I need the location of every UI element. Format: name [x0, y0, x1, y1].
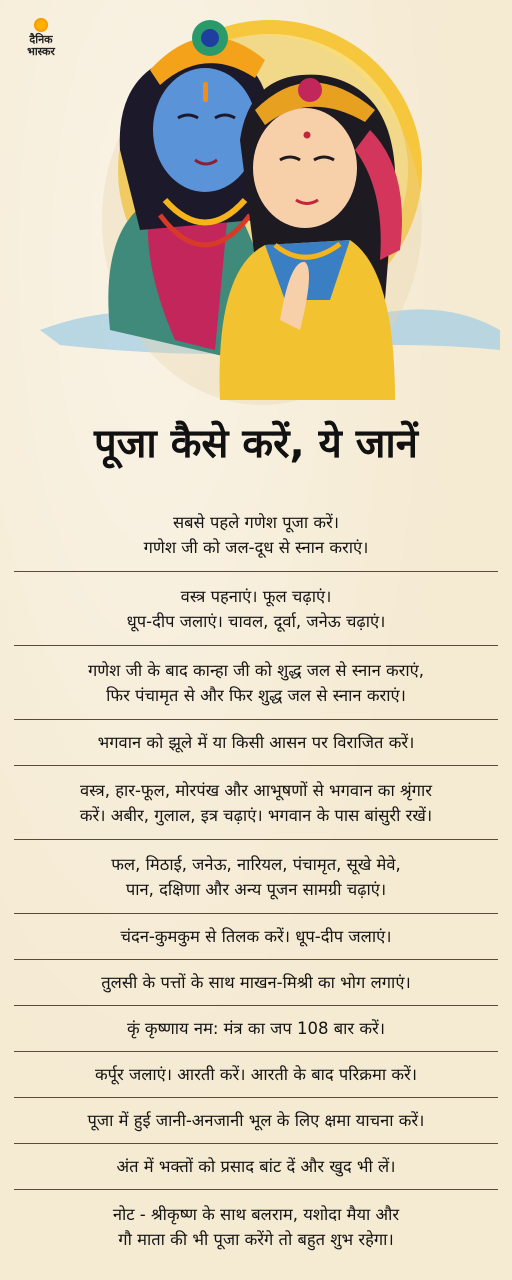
- list-item: वस्त्र पहनाएं। फूल चढ़ाएं। धूप-दीप जलाएं। चावल, दूर्वा, जनेऊ चढ़ाएं।: [14, 572, 498, 646]
- list-item: गणेश जी के बाद कान्हा जी को शुद्ध जल से स्नान कराएं, फिर पंचामृत से और फिर शुद्ध जल से स्नान कराएं।: [14, 646, 498, 720]
- list-item: पूजा में हुई जानी-अनजानी भूल के लिए क्षमा याचना करें।: [14, 1098, 498, 1144]
- list-item: सबसे पहले गणेश पूजा करें। गणेश जी को जल-दूध से स्नान कराएं।: [14, 498, 498, 572]
- list-item: भगवान को झूले में या किसी आसन पर विराजित करें।: [14, 720, 498, 766]
- list-item: नोट - श्रीकृष्ण के साथ बलराम, यशोदा मैया और गौ माता की भी पूजा करेंगे तो बहुत शुभ रहेगा।: [112, 1205, 400, 1249]
- radha-face: [253, 108, 357, 228]
- page-title: पूजा कैसे करें, ये जानें: [94, 421, 418, 467]
- puja-steps-list: [14, 498, 498, 1264]
- list-item: फल, मिठाई, जनेऊ, नारियल, पंचामृत, सूखे मेवे, पान, दक्षिणा और अन्य पूजन सामग्री चढ़ाएं।: [14, 840, 498, 914]
- list-item: कर्पूर जलाएं। आरती करें। आरती के बाद परिक्रमा करें।: [14, 1052, 498, 1098]
- list-item: चंदन-कुमकुम से तिलक करें। धूप-दीप जलाएं।: [14, 914, 498, 960]
- list-item: अंत में भक्तों को प्रसाद बांट दें और खुद भी लें।: [14, 1144, 498, 1190]
- logo-line-2: भास्कर: [27, 45, 55, 58]
- list-item: वस्त्र, हार-फूल, मोरपंख और आभूषणों से भगवान का श्रृंगार करें। अबीर, गुलाल, इत्र चढ़ाएं। भगवान के पास बांसुरी रखें।: [14, 766, 498, 840]
- radha-krishna-illustration: [0, 0, 512, 410]
- list-item: तुलसी के पत्तों के साथ माखन-मिश्री का भोग लगाएं।: [14, 960, 498, 1006]
- logo-line-1: दैनिक: [29, 33, 53, 46]
- list-item: कृं कृष्णाय नम: मंत्र का जप 108 बार करें।: [14, 1006, 498, 1052]
